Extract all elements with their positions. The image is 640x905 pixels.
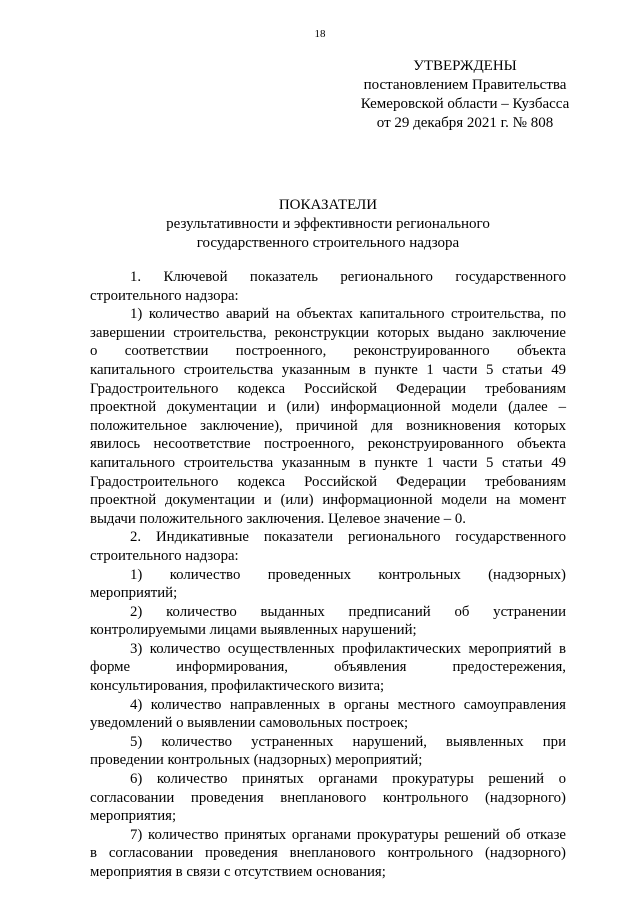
text-line: 1) количество аварий на объектах капитального строительства, по: [130, 306, 566, 323]
text-line: строительного надзора:: [90, 287, 239, 304]
text-line: уведомлений о выявлении самовольных построек;: [90, 715, 409, 732]
page-number: 18: [314, 28, 326, 40]
text-line: проектной документации и (или) информационной модели (далее –: [90, 399, 566, 416]
text-line: 6) количество принятых органами прокуратуры решений о: [130, 771, 566, 788]
approval-heading: УТВЕРЖДЕНЫ: [413, 58, 517, 74]
text-line: завершении строительства, реконструкции которых выдано заключение: [90, 324, 566, 341]
text-line: согласовании проведения внепланового контрольного (надзорного): [90, 789, 566, 806]
text-line: форме информирования, объявления предостережения,: [90, 659, 566, 676]
text-line: выдачи положительного заключения. Целевое значение – 0.: [90, 510, 466, 527]
paragraph: [90, 826, 566, 882]
text-line: 3) количество осуществленных профилактических мероприятий в: [130, 640, 566, 657]
text-line: проведении контрольных (надзорных) мероприятий;: [90, 752, 423, 769]
text-line: 1. Ключевой показатель регионального государственного: [130, 269, 566, 285]
paragraph: [90, 696, 566, 733]
approval-date: от 29 декабря 2021 г. № 808: [376, 115, 554, 131]
text-line: 1) количество проведенных контрольных (надзорных): [130, 566, 566, 583]
text-line: консультирования, профилактического визита;: [90, 678, 385, 695]
paragraph: [90, 733, 566, 770]
approval-stamp: [320, 57, 610, 133]
text-line: о соответствии построенного, реконструированного объекта: [90, 343, 566, 360]
paragraph: [90, 770, 566, 826]
text-line: строительного надзора:: [90, 547, 239, 564]
approval-line: Кемеровской области – Кузбасса: [360, 96, 570, 112]
text-line: 7) количество принятых органами прокуратуры решений об отказе: [130, 826, 566, 843]
document-title-block: [90, 196, 566, 253]
text-line: мероприятия;: [90, 808, 177, 825]
text-line: мероприятия в связи с отсутствием основания;: [90, 864, 386, 880]
text-line: контролируемыми лицами выявленных нарушений;: [90, 622, 417, 639]
paragraph: [90, 566, 566, 603]
text-line: 2. Индикативные показатели регионального государственного: [130, 529, 566, 546]
text-line: 5) количество устраненных нарушений, выявленных при: [130, 733, 566, 750]
text-line: Градостроительного кодекса Российской Федерации требованиям: [90, 380, 566, 397]
text-line: Градостроительного кодекса Российской Федерации требованиям: [90, 473, 566, 490]
text-line: 4) количество направленных в органы местного самоуправления: [130, 696, 566, 713]
approval-line: постановлением Правительства: [363, 77, 567, 93]
document-title: ПОКАЗАТЕЛИ: [278, 197, 378, 213]
text-line: явилось несоответствие построенного, реконструированного объекта: [90, 436, 566, 453]
paragraph: [90, 528, 566, 565]
document-subtitle: результативности и эффективности регионального: [166, 216, 490, 232]
paragraph: [90, 640, 566, 696]
body-text: [90, 268, 566, 882]
paragraph: [90, 603, 566, 640]
text-line: мероприятий;: [90, 585, 178, 602]
paragraph: [90, 268, 566, 305]
text-line: в согласовании проведения внепланового контрольного (надзорного): [90, 845, 566, 862]
text-line: капитального строительства указанным в пункте 1 части 5 статьи 49: [90, 454, 566, 471]
document-subtitle: государственного строительного надзора: [196, 235, 460, 251]
text-line: капитального строительства указанным в пункте 1 части 5 статьи 49: [90, 361, 566, 378]
text-line: положительное заключение), причиной для возникновения которых: [90, 417, 566, 434]
text-line: 2) количество выданных предписаний об устранении: [130, 603, 566, 620]
paragraph: [90, 305, 566, 528]
text-line: проектной документации и (или) информационной модели на момент: [90, 492, 566, 509]
